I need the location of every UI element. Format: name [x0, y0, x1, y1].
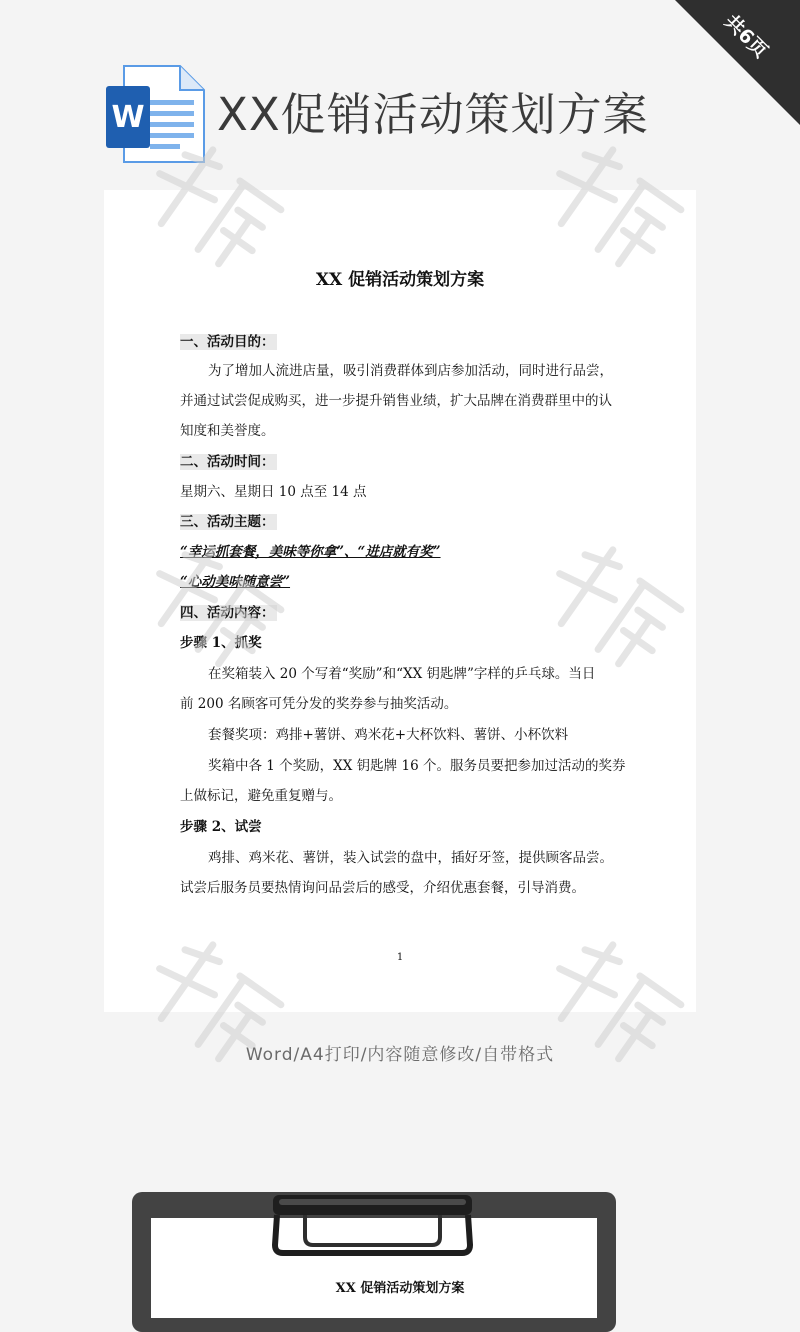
page-title: XX促销活动策划方案: [217, 88, 649, 141]
theme-line: “幸运抓套餐，美味等你拿”、“进店就有奖”: [180, 544, 441, 560]
section-heading: 四、活动内容：: [180, 605, 275, 621]
step-heading: 步骤 1、抓奖: [180, 635, 262, 651]
step-heading: 步骤 2、试尝: [180, 819, 262, 835]
preview-title: XX 促销活动策划方案: [335, 1281, 465, 1296]
paragraph-line: 鸡排、鸡米花、薯饼，装入试尝的盘中，插好牙签，提供顾客品尝。: [208, 850, 613, 866]
section-heading: 二、活动时间：: [180, 454, 275, 470]
paragraph-line: 前 200 名顾客可凭分发的奖券参与抽奖活动。: [180, 696, 458, 712]
paragraph-line: 套餐奖项：鸡排+薯饼、鸡米花+大杯饮料、薯饼、小杯饮料: [208, 727, 569, 743]
paragraph-line: 上做标记，避免重复赠与。: [180, 788, 342, 804]
page-number: 1: [396, 952, 404, 963]
theme-line: “心动美味随意尝”: [180, 574, 291, 590]
paragraph-line: 为了增加人流进店量，吸引消费群体到店参加活动，同时进行品尝，: [208, 363, 613, 379]
format-caption: Word/A4打印/内容随意修改/自带格式: [245, 1045, 555, 1065]
word-document-icon: [106, 64, 206, 164]
paragraph-line: 知度和美誉度。: [180, 423, 275, 439]
paragraph-line: 在奖箱装入 20 个写着“奖励”和“XX 钥匙牌”字样的乒乓球。当日: [208, 666, 596, 682]
page-count-label: 共6页: [720, 10, 772, 63]
paragraph-line: 并通过试尝促成购买，进一步提升销售业绩，扩大品牌在消费群里中的认: [180, 393, 612, 409]
document-page: [104, 190, 696, 1012]
section-heading: 一、活动目的：: [180, 334, 275, 350]
paragraph-line: 奖箱中各 1 个奖励，XX 钥匙牌 16 个。服务员要把参加过活动的奖券: [208, 758, 626, 774]
document-title: XX 促销活动策划方案: [315, 270, 485, 290]
binder-clip-icon: [265, 1193, 480, 1263]
svg-text:W: W: [111, 100, 145, 135]
paragraph-line: 试尝后服务员要热情询问品尝后的感受，介绍优惠套餐，引导消费。: [180, 880, 585, 896]
section-heading: 三、活动主题：: [180, 514, 275, 530]
paragraph-line: 星期六、星期日 10 点至 14 点: [180, 484, 367, 500]
